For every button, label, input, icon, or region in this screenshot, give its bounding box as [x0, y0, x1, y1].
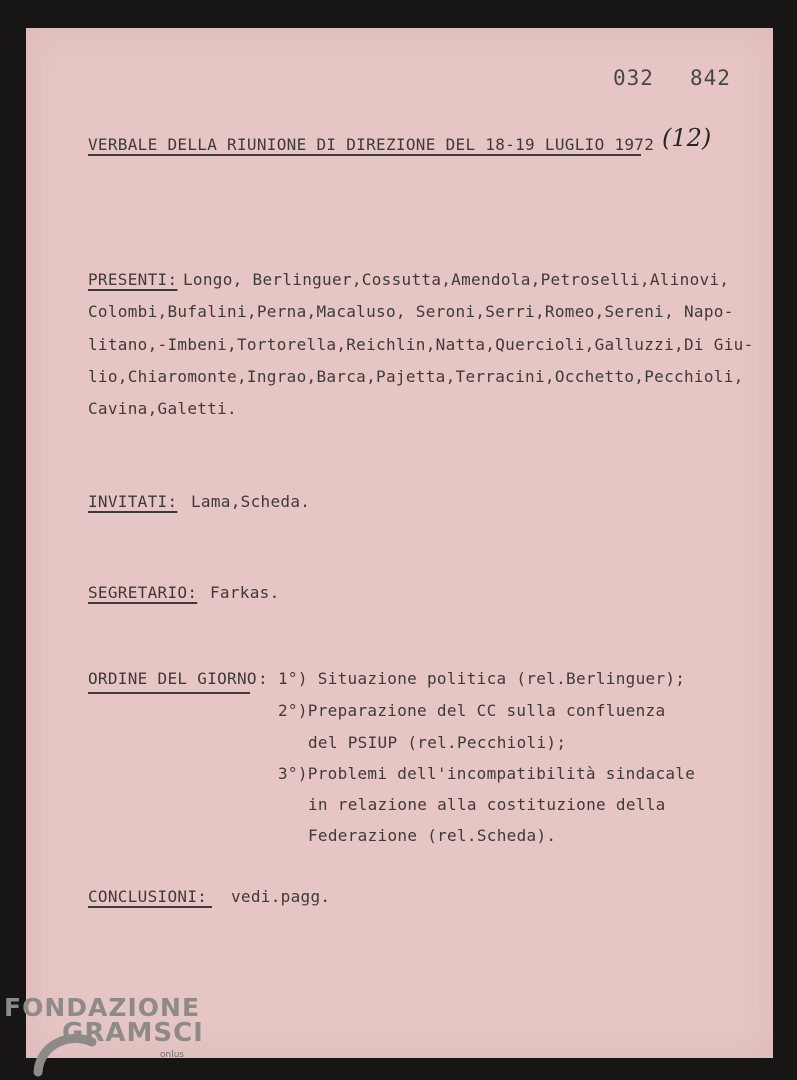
agenda-item-line: del PSIUP (rel.Pecchioli);	[308, 733, 567, 752]
presenti-line: Longo, Berlinguer,Cossutta,Amendola,Petroselli,Alinovi,	[183, 270, 730, 289]
conclusioni-underline	[88, 906, 212, 908]
ordine-separator: :	[258, 669, 268, 688]
presenti-line: Colombi,Bufalini,Perna,Macaluso, Seroni,Serri,Romeo,Sereni, Napo-	[88, 302, 734, 321]
handwritten-page-number: (12)	[662, 124, 712, 152]
watermark-line1: FONDAZIONE	[4, 993, 201, 1022]
agenda-item-line: Federazione (rel.Scheda).	[308, 826, 557, 845]
conclusioni-value: vedi.pagg.	[231, 887, 331, 906]
agenda-item-line: 1°) Situazione politica (rel.Berlinguer);	[278, 669, 686, 688]
invitati-value: Lama,Scheda.	[191, 492, 311, 511]
segretario-label: SEGRETARIO:	[88, 583, 198, 602]
agenda-item-line: in relazione alla costituzione della	[308, 795, 666, 814]
agenda-item-line: 3°)Problemi dell'incompatibilità sindacale	[278, 764, 696, 783]
archive-number-left: 032	[613, 66, 654, 90]
presenti-label: PRESENTI:	[88, 270, 178, 289]
conclusioni-label: CONCLUSIONI:	[88, 887, 208, 906]
segretario-value: Farkas.	[210, 583, 280, 602]
ordine-underline	[88, 692, 250, 694]
presenti-line: litano,-Imbeni,Tortorella,Reichlin,Natta,Quercioli,Galluzzi,Di Giu-	[88, 335, 754, 354]
invitati-label: INVITATI:	[88, 492, 178, 511]
ordine-label: ORDINE DEL GIORNO	[88, 669, 257, 688]
watermark-small: onlus	[160, 1050, 185, 1060]
watermark-line2: GRAMSCI	[62, 1018, 204, 1048]
presenti-line: lio,Chiaromonte,Ingrao,Barca,Pajetta,Terracini,Occhetto,Pecchioli,	[88, 367, 744, 386]
title-underline	[88, 154, 641, 156]
document-title: VERBALE DELLA RIUNIONE DI DIREZIONE DEL 18-19 LUGLIO 1972	[88, 135, 655, 154]
presenti-line: Cavina,Galetti.	[88, 399, 237, 418]
archive-number-right: 842	[690, 66, 731, 90]
agenda-item-line: 2°)Preparazione del CC sulla confluenza	[278, 701, 666, 720]
